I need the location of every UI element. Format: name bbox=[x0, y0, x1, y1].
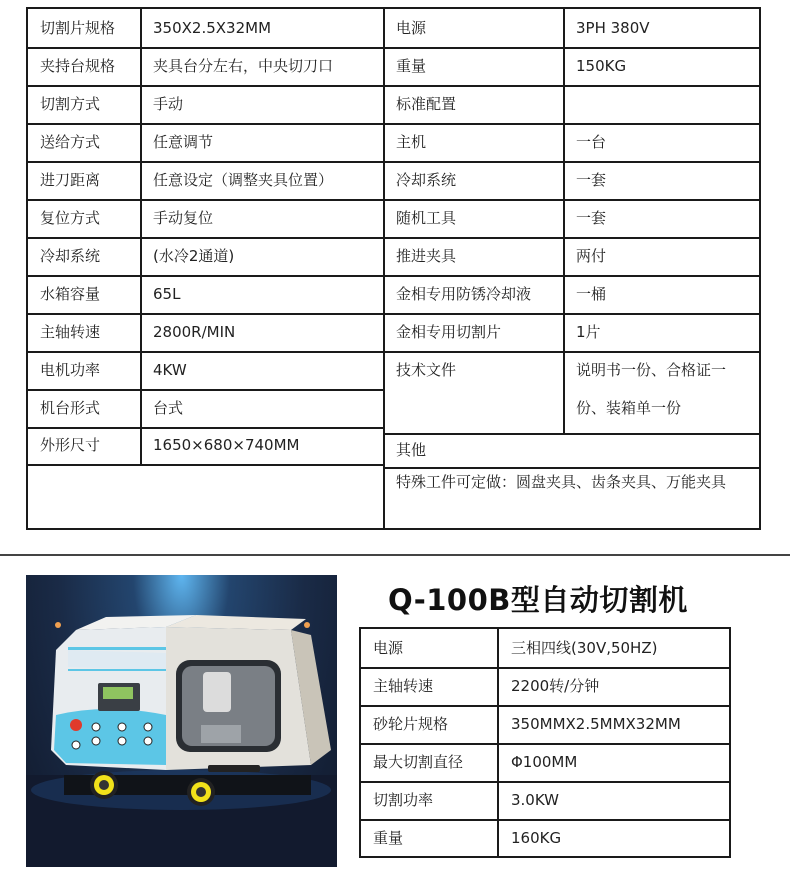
spec-label: 外形尺寸 bbox=[40, 436, 101, 454]
spec-label: 随机工具 bbox=[396, 209, 457, 227]
product-spec-value: 3.0KW bbox=[511, 791, 559, 809]
product-spec-value: 三相四线(30V,50HZ) bbox=[511, 639, 658, 657]
product-spec-label: 重量 bbox=[373, 829, 404, 847]
spec-label: 标准配置 bbox=[396, 95, 457, 113]
other-label: 其他 bbox=[396, 441, 427, 459]
spec-label: 水箱容量 bbox=[40, 285, 101, 303]
spec-value: 一套 bbox=[576, 209, 607, 227]
spec-label: 切割方式 bbox=[40, 95, 101, 113]
spec-label: 送给方式 bbox=[40, 133, 101, 151]
product-title: Q-100B型自动切割机 bbox=[388, 583, 688, 617]
spec-value: 350X2.5X32MM bbox=[153, 19, 272, 37]
spec-value: (水冷2通道) bbox=[153, 247, 235, 265]
spec-value: 任意调节 bbox=[153, 133, 214, 151]
spec-value: 一桶 bbox=[576, 285, 607, 303]
product-spec-label: 最大切割直径 bbox=[373, 753, 464, 771]
product-photo bbox=[26, 575, 337, 867]
spec-value: 手动复位 bbox=[153, 209, 214, 227]
product-spec-label: 砂轮片规格 bbox=[373, 715, 449, 733]
product-spec-value: 350MMX2.5MMX32MM bbox=[511, 715, 681, 733]
spec-value: 1650×680×740MM bbox=[153, 436, 300, 454]
spec-value: 65L bbox=[153, 285, 181, 303]
spec-value: 3PH 380V bbox=[576, 19, 650, 37]
product-spec-label: 主轴转速 bbox=[373, 677, 434, 695]
product-spec-value: Φ100MM bbox=[511, 753, 578, 771]
spec-label: 金相专用切割片 bbox=[396, 323, 502, 341]
section-divider bbox=[0, 554, 790, 556]
spec-value: 台式 bbox=[153, 399, 184, 417]
spec-label: 冷却系统 bbox=[396, 171, 457, 189]
spec-label: 复位方式 bbox=[40, 209, 101, 227]
product-spec-value: 2200转/分钟 bbox=[511, 677, 600, 695]
spec-value: 任意设定（调整夹具位置） bbox=[153, 171, 334, 189]
product-spec-label: 切割功率 bbox=[373, 791, 434, 809]
spec-value: 150KG bbox=[576, 57, 627, 75]
spec-label: 电机功率 bbox=[40, 361, 101, 379]
spec-table bbox=[26, 7, 761, 530]
spec-label: 机台形式 bbox=[40, 399, 101, 417]
spec-label: 电源 bbox=[396, 19, 427, 37]
other-value: 特殊工件可定做：圆盘夹具、齿条夹具、万能夹具 bbox=[396, 473, 727, 491]
spec-value: 2800R/MIN bbox=[153, 323, 236, 341]
spec-label: 主轴转速 bbox=[40, 323, 101, 341]
tech-docs-label: 技术文件 bbox=[396, 361, 457, 379]
product-spec-label: 电源 bbox=[373, 639, 404, 657]
cutting-machine-illustration bbox=[26, 575, 337, 867]
tech-docs-value: 说明书一份、合格证一份、装箱单一份 bbox=[576, 361, 727, 417]
spec-value: 夹具台分左右，中央切刀口 bbox=[153, 57, 334, 75]
product-spec-table bbox=[359, 627, 731, 858]
spec-label: 切割片规格 bbox=[40, 19, 116, 37]
spec-label: 进刀距离 bbox=[40, 171, 101, 189]
spec-value: 手动 bbox=[153, 95, 184, 113]
spec-label: 夹持台规格 bbox=[40, 57, 116, 75]
spec-value: 一台 bbox=[576, 133, 607, 151]
spec-label: 主机 bbox=[396, 133, 427, 151]
spec-value: 4KW bbox=[153, 361, 187, 379]
spec-value: 一套 bbox=[576, 171, 607, 189]
spec-value: 1片 bbox=[576, 323, 601, 341]
spec-label: 冷却系统 bbox=[40, 247, 101, 265]
spec-value: 两付 bbox=[576, 247, 607, 265]
spec-label: 推进夹具 bbox=[396, 247, 457, 265]
spec-label: 重量 bbox=[396, 57, 427, 75]
spec-label: 金相专用防锈冷却液 bbox=[396, 285, 532, 303]
row-divider bbox=[28, 464, 383, 466]
product-spec-value: 160KG bbox=[511, 829, 562, 847]
